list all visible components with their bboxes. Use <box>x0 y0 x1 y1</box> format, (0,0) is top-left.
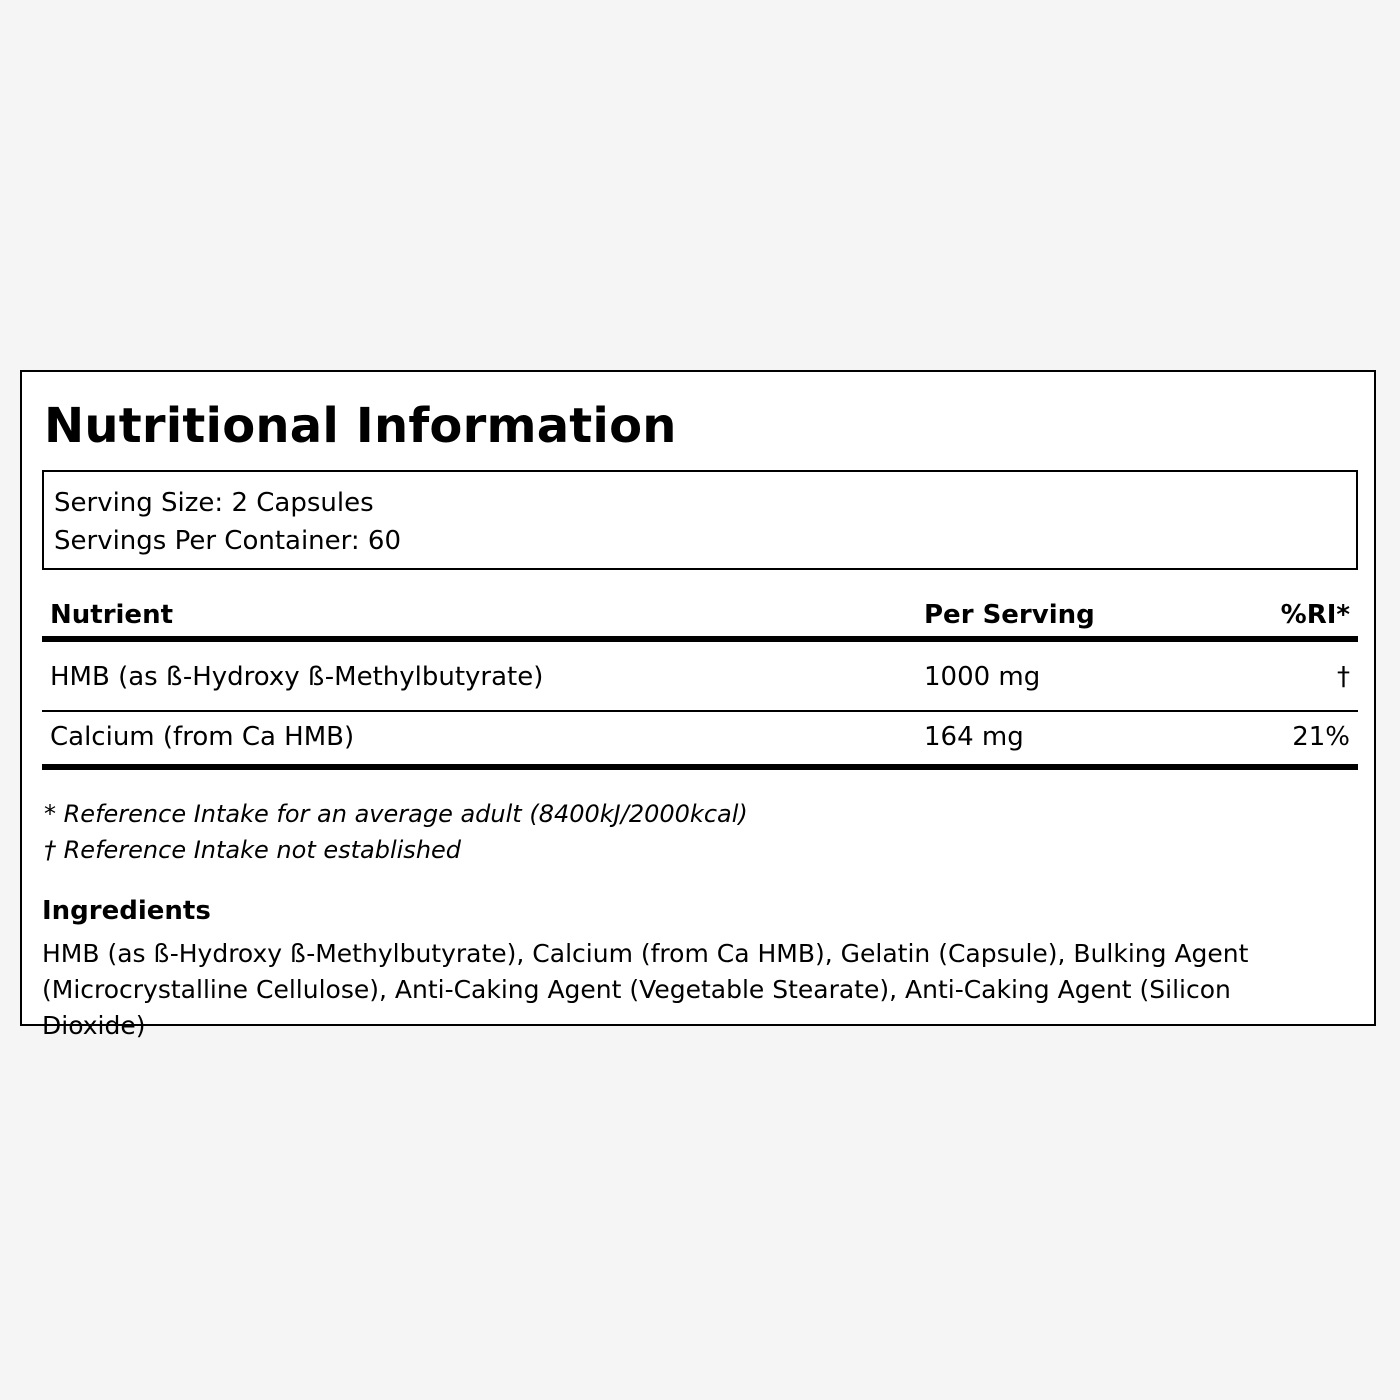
row-ri: † <box>1337 662 1350 692</box>
row-nutrient: Calcium (from Ca HMB) <box>50 722 355 752</box>
header-per-serving: Per Serving <box>924 600 1095 630</box>
row-per-serving: 164 mg <box>924 722 1024 752</box>
footnote-reference-intake: * Reference Intake for an average adult (8400kJ/2000kcal) <box>44 800 748 828</box>
panel-title: Nutritional Information <box>44 398 677 454</box>
row-per-serving: 1000 mg <box>924 662 1041 692</box>
row-nutrient: HMB (as ß-Hydroxy ß-Methylbutyrate) <box>50 662 544 692</box>
ingredients-heading: Ingredients <box>42 896 211 926</box>
row-ri: 21% <box>1292 722 1350 752</box>
header-ri: %RI* <box>1280 600 1350 630</box>
serving-size: Serving Size: 2 Capsules <box>54 488 374 518</box>
table-row <box>42 642 1358 712</box>
footnotes <box>44 796 748 868</box>
nutrition-table <box>42 590 1358 770</box>
table-row <box>42 712 1358 770</box>
table-header-row <box>42 590 1358 642</box>
servings-per-container: Servings Per Container: 60 <box>54 526 402 556</box>
footnote-not-established: † Reference Intake not established <box>44 836 462 864</box>
nutrition-panel <box>20 370 1376 1040</box>
header-nutrient: Nutrient <box>50 600 174 630</box>
serving-info-box <box>42 470 1358 570</box>
ingredients-text: HMB (as ß-Hydroxy ß-Methylbutyrate), Calcium (from Ca HMB), Gelatin (Capsule), Bulking Agent (Microcrystalline Cellulose), Anti-Caking Agent (Vegetable Stearate), Anti-Caking Agent (Silicon Dioxide) <box>42 939 1249 1040</box>
